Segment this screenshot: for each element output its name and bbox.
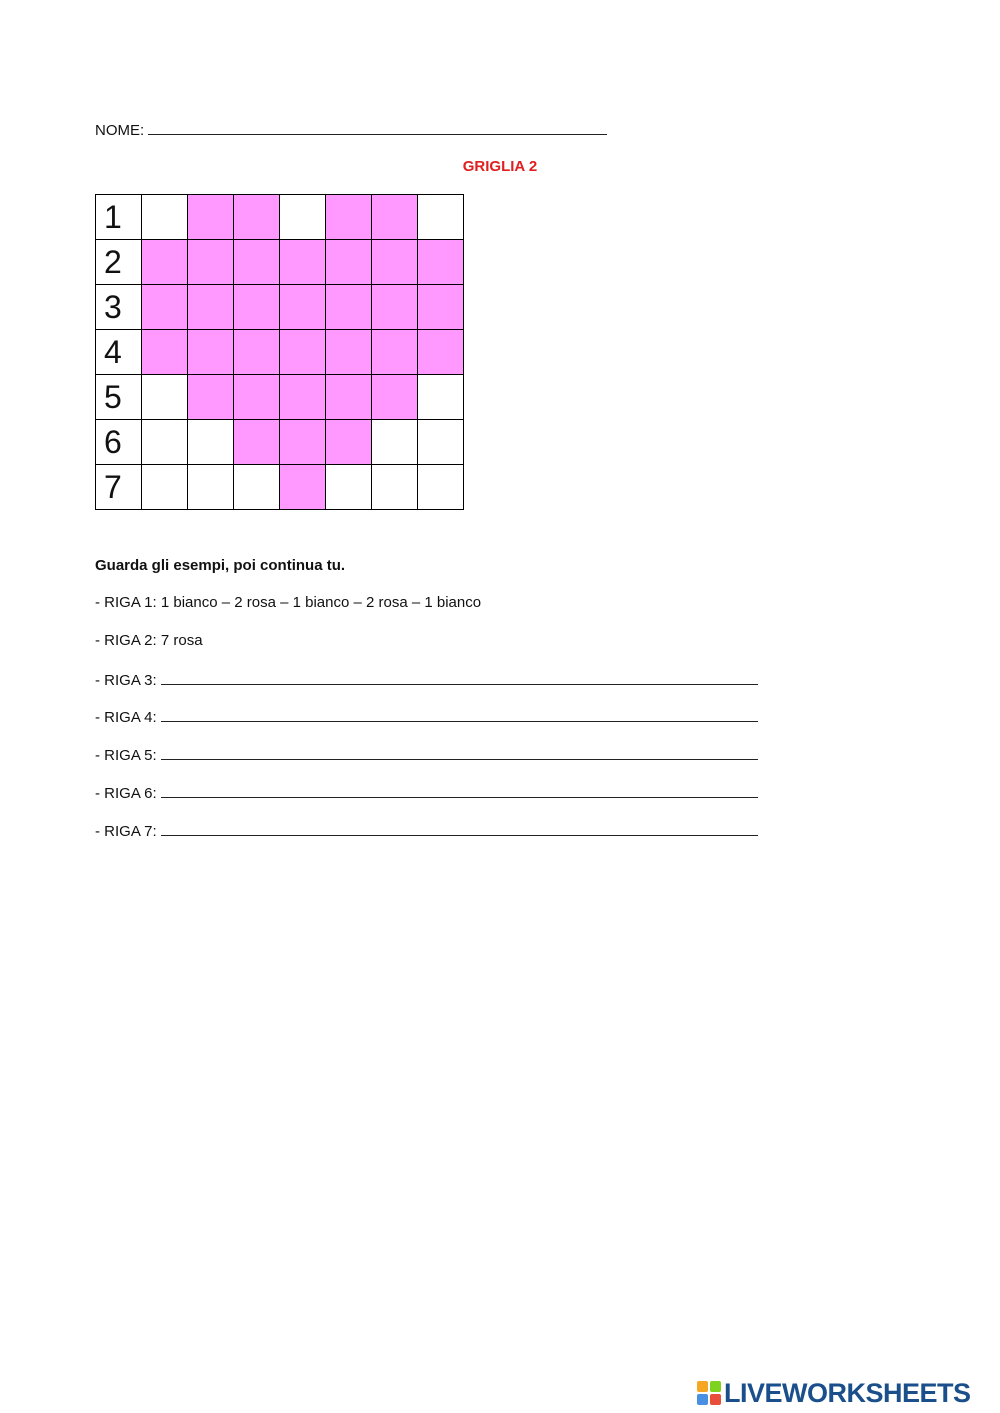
row-description <box>95 820 758 858</box>
grid-cell-white <box>188 465 234 510</box>
grid-cell-pink <box>418 285 464 330</box>
grid-cell-white <box>326 465 372 510</box>
grid-cell-white <box>142 195 188 240</box>
grid-cell-white <box>418 375 464 420</box>
instructions-heading: Guarda gli esempi, poi continua tu. <box>95 557 346 574</box>
grid-row <box>96 240 464 285</box>
grid-cell-pink <box>280 240 326 285</box>
grid-row-number: 5 <box>96 375 142 420</box>
answer-input-line[interactable] <box>161 820 758 836</box>
grid-cell-white <box>372 465 418 510</box>
grid-cell-pink <box>372 195 418 240</box>
grid-cell-pink <box>372 285 418 330</box>
grid-cell-white <box>142 375 188 420</box>
row-label: - RIGA 4: <box>95 709 157 727</box>
row-description <box>95 631 758 669</box>
grid-cell-pink <box>280 465 326 510</box>
grid-cell-pink <box>418 240 464 285</box>
grid-cell-pink <box>280 375 326 420</box>
row-description <box>95 669 758 707</box>
row-label: - RIGA 3: <box>95 671 157 689</box>
grid-row <box>96 195 464 240</box>
grid-cell-white <box>188 420 234 465</box>
grid-cell-pink <box>188 375 234 420</box>
grid-row-number: 7 <box>96 465 142 510</box>
grid-cell-pink <box>280 420 326 465</box>
answer-input-line[interactable] <box>161 782 758 798</box>
grid-cell-white <box>234 465 280 510</box>
grid-cell-pink <box>280 285 326 330</box>
grid-row <box>96 330 464 375</box>
grid-row-number: 3 <box>96 285 142 330</box>
grid-cell-pink <box>188 195 234 240</box>
grid-row-number: 2 <box>96 240 142 285</box>
grid-row <box>96 375 464 420</box>
color-grid <box>95 194 464 510</box>
page-title: GRIGLIA 2 <box>462 158 538 175</box>
row-description <box>95 593 758 631</box>
grid-cell-pink <box>326 240 372 285</box>
grid-cell-white <box>142 465 188 510</box>
grid-row-number: 1 <box>96 195 142 240</box>
grid-cell-pink <box>234 240 280 285</box>
grid-cell-pink <box>418 330 464 375</box>
row-description <box>95 782 758 820</box>
grid-cell-pink <box>280 330 326 375</box>
grid-cell-pink <box>372 240 418 285</box>
grid-cell-white <box>418 195 464 240</box>
row-label: - RIGA 6: <box>95 784 157 802</box>
row-label: - RIGA 7: <box>95 822 157 840</box>
grid-cell-pink <box>326 420 372 465</box>
row-description <box>95 744 758 782</box>
grid-cell-pink <box>326 195 372 240</box>
grid-cell-pink <box>234 285 280 330</box>
grid-cell-white <box>418 465 464 510</box>
grid-cell-pink <box>142 240 188 285</box>
grid-cell-pink <box>142 330 188 375</box>
answer-input-line[interactable] <box>161 669 758 685</box>
grid-cell-pink <box>372 375 418 420</box>
row-label: - RIGA 1: <box>95 594 157 611</box>
row-answer-text: 7 rosa <box>160 631 203 649</box>
name-input-line[interactable] <box>148 119 607 135</box>
grid-row <box>96 420 464 465</box>
grid-row-number: 4 <box>96 330 142 375</box>
grid-cell-white <box>280 195 326 240</box>
grid-cell-pink <box>142 285 188 330</box>
grid-row-number: 6 <box>96 420 142 465</box>
grid-cell-pink <box>326 330 372 375</box>
grid-cell-pink <box>234 375 280 420</box>
grid-cell-pink <box>188 240 234 285</box>
answer-input-line[interactable] <box>161 706 758 722</box>
grid-cell-pink <box>234 195 280 240</box>
grid-cell-pink <box>372 330 418 375</box>
name-label: NOME: <box>95 122 145 139</box>
row-answer-text: 1 bianco – 2 rosa – 1 bianco – 2 rosa – 1 bianco <box>160 594 482 611</box>
grid-cell-white <box>142 420 188 465</box>
row-description <box>95 706 758 744</box>
grid-cell-pink <box>326 375 372 420</box>
grid-cell-pink <box>234 330 280 375</box>
grid-row <box>96 465 464 510</box>
row-label: - RIGA 5: <box>95 747 157 765</box>
liveworksheets-logo <box>697 1377 971 1409</box>
grid-cell-pink <box>326 285 372 330</box>
answer-input-line[interactable] <box>161 744 758 760</box>
row-description-list <box>95 593 758 858</box>
grid-cell-pink <box>188 330 234 375</box>
grid-cell-white <box>418 420 464 465</box>
grid-row <box>96 285 464 330</box>
grid-cell-white <box>372 420 418 465</box>
logo-text: LIVEWORKSHEETS <box>724 1378 971 1408</box>
grid-cell-pink <box>188 285 234 330</box>
logo-squares-icon <box>697 1381 721 1405</box>
name-field-row <box>95 119 607 141</box>
grid-cell-pink <box>234 420 280 465</box>
row-label: - RIGA 2: <box>95 631 157 649</box>
